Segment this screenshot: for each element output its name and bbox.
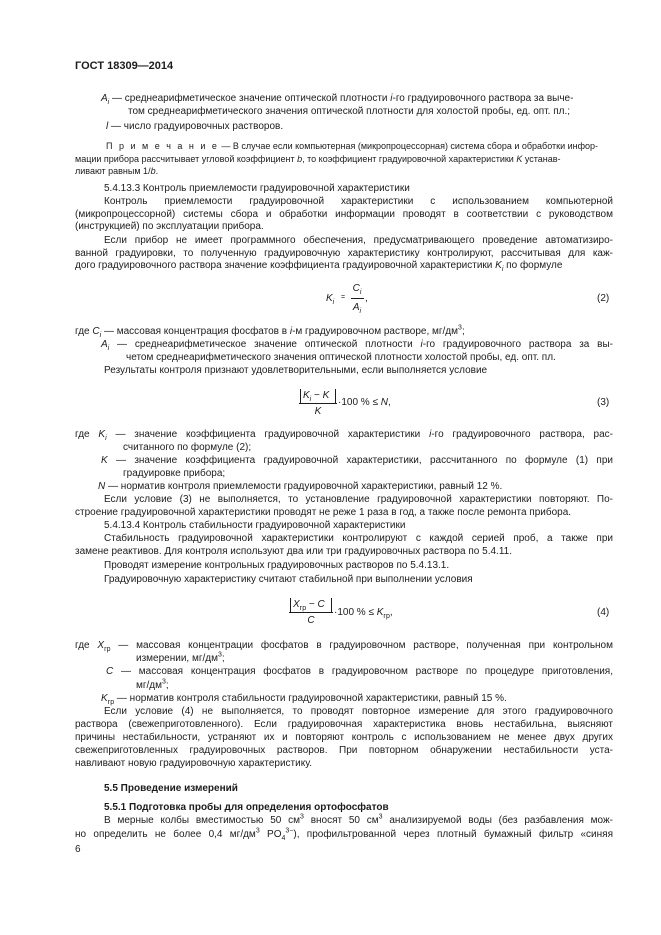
def-xgr-line2: измерении, $мг/дм^3$; <box>136 651 225 664</box>
def-ci: где $C_i$ — массовая концентрация фосфатов в i-м градуировочном растворе, $мг/дм^3$; <box>75 324 465 339</box>
def-c: C — массовая концентрация фосфатов в градуировочном растворе по процедуре приготовления, <box>106 666 613 677</box>
para-line: строение градуировочной характеристики проводят не реже 1 раза в год, а также после ремонта прибора. <box>75 507 572 518</box>
eq2-fraction-line <box>351 298 364 299</box>
eq2-lhs: $K_i$ <box>326 293 335 306</box>
page-number: 6 <box>75 844 81 855</box>
para-line: Проводят измерение контрольных градуировочных растворов по 5.4.13.1. <box>104 560 450 571</box>
eq3-number: (3) <box>597 397 610 408</box>
def-k: K — значение коэффициента градуировочной характеристики, рассчитанного по формуле (1) при <box>101 455 613 466</box>
eq2-numerator: $C_i$ <box>352 283 362 296</box>
eq3-fraction-line <box>299 403 337 404</box>
def-xgr: где $X_{гр}$ — массовая концентрации фосфатов в градуировочном растворе, полученная при контрольном <box>75 640 613 653</box>
eq3-tail: ·100 % ≤ N, <box>338 397 391 408</box>
def-ai-line1: $A_i$ — среднеарифметическое значение оптической плотности i-го градуировочного раствора за выче- <box>101 93 574 106</box>
section-5-4-13-3-title: 5.4.13.3 Контроль приемлемости градуировочной характеристики <box>104 183 410 194</box>
eq2-number: (2) <box>597 293 610 304</box>
eq4-abs-bar-left <box>290 598 291 612</box>
para-line: причины нестабильности, устраняют их и повторяют контроль с использованием не менее двух других <box>75 732 613 743</box>
para-line: Градуировочную характеристику считают стабильной при выполнении условия <box>104 574 473 585</box>
para-line: Если прибор не имеет программного обеспечения, предусматривающего проведение автоматизиро- <box>104 235 613 246</box>
para-line: замене реактивов. Для контроля используют два или три градуировочных раствора по 5.4.11. <box>75 546 512 557</box>
para-line: ванной градуировки, то полученную градуировочную характеристику контролируют, рассчитывая для каж- <box>75 248 613 259</box>
note-line1: П р и м е ч а н и е — В случае если компьютерная (микропроцессорная) система сбора и обработки инфор- <box>106 141 599 151</box>
eq3-numerator: $K_i - K$ <box>303 390 330 403</box>
eq2-denominator: $A_i$ <box>352 302 362 315</box>
note-line2: мации прибора рассчитывает угловой коэффициент b, то коэффициент градуировочной характеристики K устанав- <box>75 154 561 164</box>
section-5-4-13-4-title: 5.4.13.4 Контроль стабильности градуировочной характеристики <box>104 520 406 531</box>
def-l: l — число градуировочных растворов. <box>106 121 284 132</box>
eq4-numerator: $X_{гр} - C$ <box>293 599 325 612</box>
para-line: навливают новую градуировочную характеристику. <box>75 758 312 769</box>
def-ai-line2: том среднеарифметического значения оптической плотности для холостой пробы, ед. опт. пл.; <box>128 106 571 117</box>
eq3-abs-bar-right <box>335 389 336 403</box>
def-k-line2: градуировке прибора; <box>123 468 226 479</box>
eq2-comma: , <box>365 293 368 304</box>
para-line: дого градуировочного раствора значение коэффициента градуировочной характеристики $K_i$ по формуле <box>75 260 563 273</box>
para-line: Стабильность градуировочной характеристики контролируют с каждой серией проб, а также при <box>104 533 613 544</box>
section-5-5-title: 5.5 Проведение измерений <box>104 783 238 794</box>
eq4-number: (4) <box>597 607 610 618</box>
para-line: (микропроцессорной) системы сбора и обработки информации проводят в соответствии с руководством <box>75 209 613 220</box>
def-ai-line2: четом среднеарифметического значения оптической плотности холостой пробы, ед. опт. пл. <box>126 352 556 363</box>
para-line: но определить не более 0,4 $мг/дм^3$ $PO_4^{3-}$), профильтрованной через плотный бумажный фильтр «синяя <box>75 827 613 842</box>
eq4-abs-bar-right <box>331 598 332 612</box>
page-header: ГОСТ 18309—2014 <box>75 60 174 72</box>
para-line: Контроль приемлемости градуировочной характеристики с использованием компьютерной <box>104 196 613 207</box>
def-c-line2: $мг/дм^3$; <box>136 678 169 691</box>
para-line: В мерные колбы вместимостью 50 $см^3$ вносят 50 $см^3$ анализируемой воды (без разбавления мож- <box>104 813 614 826</box>
section-5-5-1-title: 5.5.1 Подготовка пробы для определения ортофосфатов <box>104 802 389 813</box>
def-n: N — норматив контроля приемлемости градуировочной характеристики, равный 12 %. <box>98 481 503 492</box>
def-ki-line2: считанного по формуле (2); <box>123 442 252 453</box>
para-line: (инструкцией) по эксплуатации прибора. <box>75 221 264 232</box>
eq3-denominator: K <box>314 406 322 417</box>
para-line: Если условие (3) не выполняется, то установление градуировочной характеристики повторяют. По- <box>104 494 613 505</box>
eq4-denominator: C <box>307 615 315 626</box>
para-line: свежеприготовленных градуировочных растворов. При повторном обнаружении нестабильности уста- <box>75 745 613 756</box>
para-line: раствора (свежеприготовленного). Если градуировочная характеристика вновь нестабильна, выясняют <box>75 719 613 730</box>
eq2-equals: = <box>341 294 346 301</box>
eq4-fraction-line <box>289 612 333 613</box>
para-line: Если условие (4) не выполняется, то проводят повторное измерение для этого градуировочного <box>104 706 613 717</box>
def-ai: $A_i$ — среднеарифметическое значение оптической плотности i-го градуировочного раствора за вы- <box>101 339 614 352</box>
def-ki: где $K_i$ — значение коэффициента градуировочной характеристики i-го градуировочного раствора, рас- <box>75 429 614 442</box>
eq3-abs-bar-left <box>300 389 301 403</box>
para-line: Результаты контроля признают удовлетворительными, если выполняется условие <box>104 365 488 376</box>
eq4-tail: ·100 % ≤ $K_{гр}$, <box>334 607 393 620</box>
def-kgr: $K_{гр}$ — норматив контроля стабильности градуировочной характеристики, равный 15 %. <box>101 693 507 706</box>
note-line3: ливают равным 1/b. <box>75 166 159 176</box>
